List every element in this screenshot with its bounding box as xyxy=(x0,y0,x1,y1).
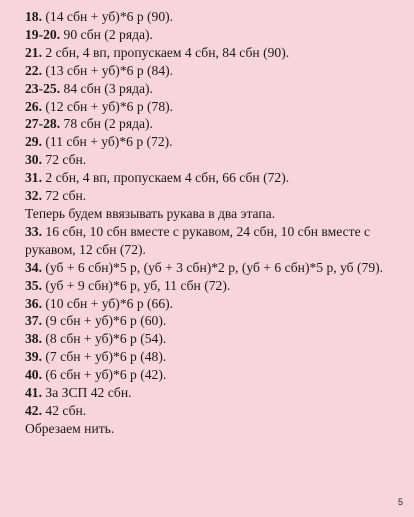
row-line xyxy=(25,277,405,295)
row-text: 2 сбн, 4 вп, пропускаем 4 сбн, 66 сбн (72). xyxy=(42,170,290,186)
row-line xyxy=(25,169,405,187)
row-line xyxy=(25,26,405,44)
row-text: 2 сбн, 4 вп, пропускаем 4 сбн, 84 сбн (90). xyxy=(42,44,290,60)
row-text: (10 сбн + уб)*6 р (66). xyxy=(42,295,174,311)
row-text: (6 сбн + уб)*6 р (42). xyxy=(42,367,167,383)
row-number: 40. xyxy=(25,367,42,383)
row-line xyxy=(25,348,405,366)
row-number: 29. xyxy=(25,134,42,150)
row-line xyxy=(25,312,405,330)
row-line xyxy=(25,151,405,169)
row-text: (14 сбн + уб)*6 р (90). xyxy=(42,9,174,24)
row-number: 41. xyxy=(25,385,42,401)
row-text: 72 сбн. xyxy=(42,188,87,204)
row-line xyxy=(25,366,405,384)
row-line xyxy=(25,115,405,133)
row-line xyxy=(25,402,405,420)
pattern-instructions xyxy=(25,8,405,438)
row-number: 39. xyxy=(25,349,42,365)
row-number: 26. xyxy=(25,98,42,114)
row-line xyxy=(25,384,405,402)
row-number: 33. xyxy=(25,223,42,239)
row-text: 16 сбн, 10 сбн вместе с рукавом, 24 сбн, 10 сбн вместе с рукавом, 12 сбн (72). xyxy=(25,223,371,257)
row-line xyxy=(25,80,405,98)
note-line xyxy=(25,205,405,223)
row-number: 36. xyxy=(25,295,42,311)
row-number: 34. xyxy=(25,259,42,275)
row-line xyxy=(25,295,405,313)
row-line xyxy=(25,187,405,205)
row-text: (уб + 6 сбн)*5 р, (уб + 3 сбн)*2 р, (уб + 6 сбн)*5 р, уб (79). xyxy=(42,259,384,275)
row-text: (11 сбн + уб)*6 р (72). xyxy=(42,134,173,150)
note-text: Обрезаем нить. xyxy=(25,420,115,436)
note-text: Теперь будем ввязывать рукава в два этапа. xyxy=(25,205,276,221)
row-number: 42. xyxy=(25,402,42,418)
row-text: 90 сбн (2 ряда). xyxy=(60,26,153,42)
row-number: 22. xyxy=(25,62,42,78)
row-text: За ЗСП 42 сбн. xyxy=(42,385,132,401)
row-text: (8 сбн + уб)*6 р (54). xyxy=(42,331,167,347)
row-number: 27-28. xyxy=(25,116,61,132)
row-line xyxy=(25,133,405,151)
row-text: (уб + 9 сбн)*6 р, уб, 11 сбн (72). xyxy=(42,277,231,293)
row-line xyxy=(25,259,405,277)
row-number: 18. xyxy=(25,9,42,24)
row-line xyxy=(25,330,405,348)
row-text: 78 сбн (2 ряда). xyxy=(60,116,153,132)
row-number: 35. xyxy=(25,277,42,293)
row-line xyxy=(25,223,405,259)
row-line xyxy=(25,44,405,62)
row-text: (7 сбн + уб)*6 р (48). xyxy=(42,349,167,365)
page-number: 5 xyxy=(397,497,403,507)
row-number: 23-25. xyxy=(25,80,61,96)
row-number: 38. xyxy=(25,331,42,347)
row-number: 31. xyxy=(25,170,42,186)
row-line xyxy=(25,98,405,116)
row-number: 21. xyxy=(25,44,42,60)
row-line xyxy=(25,8,405,26)
row-number: 30. xyxy=(25,152,42,168)
row-text: 72 сбн. xyxy=(42,152,87,168)
row-text: (12 сбн + уб)*6 р (78). xyxy=(42,98,174,114)
row-number: 19-20. xyxy=(25,26,61,42)
row-text: 84 сбн (3 ряда). xyxy=(60,80,153,96)
row-text: (13 сбн + уб)*6 р (84). xyxy=(42,62,174,78)
note-line xyxy=(25,420,405,438)
row-line xyxy=(25,62,405,80)
row-number: 37. xyxy=(25,313,42,329)
row-text: 42 сбн. xyxy=(42,402,87,418)
row-text: (9 сбн + уб)*6 р (60). xyxy=(42,313,167,329)
row-number: 32. xyxy=(25,188,42,204)
